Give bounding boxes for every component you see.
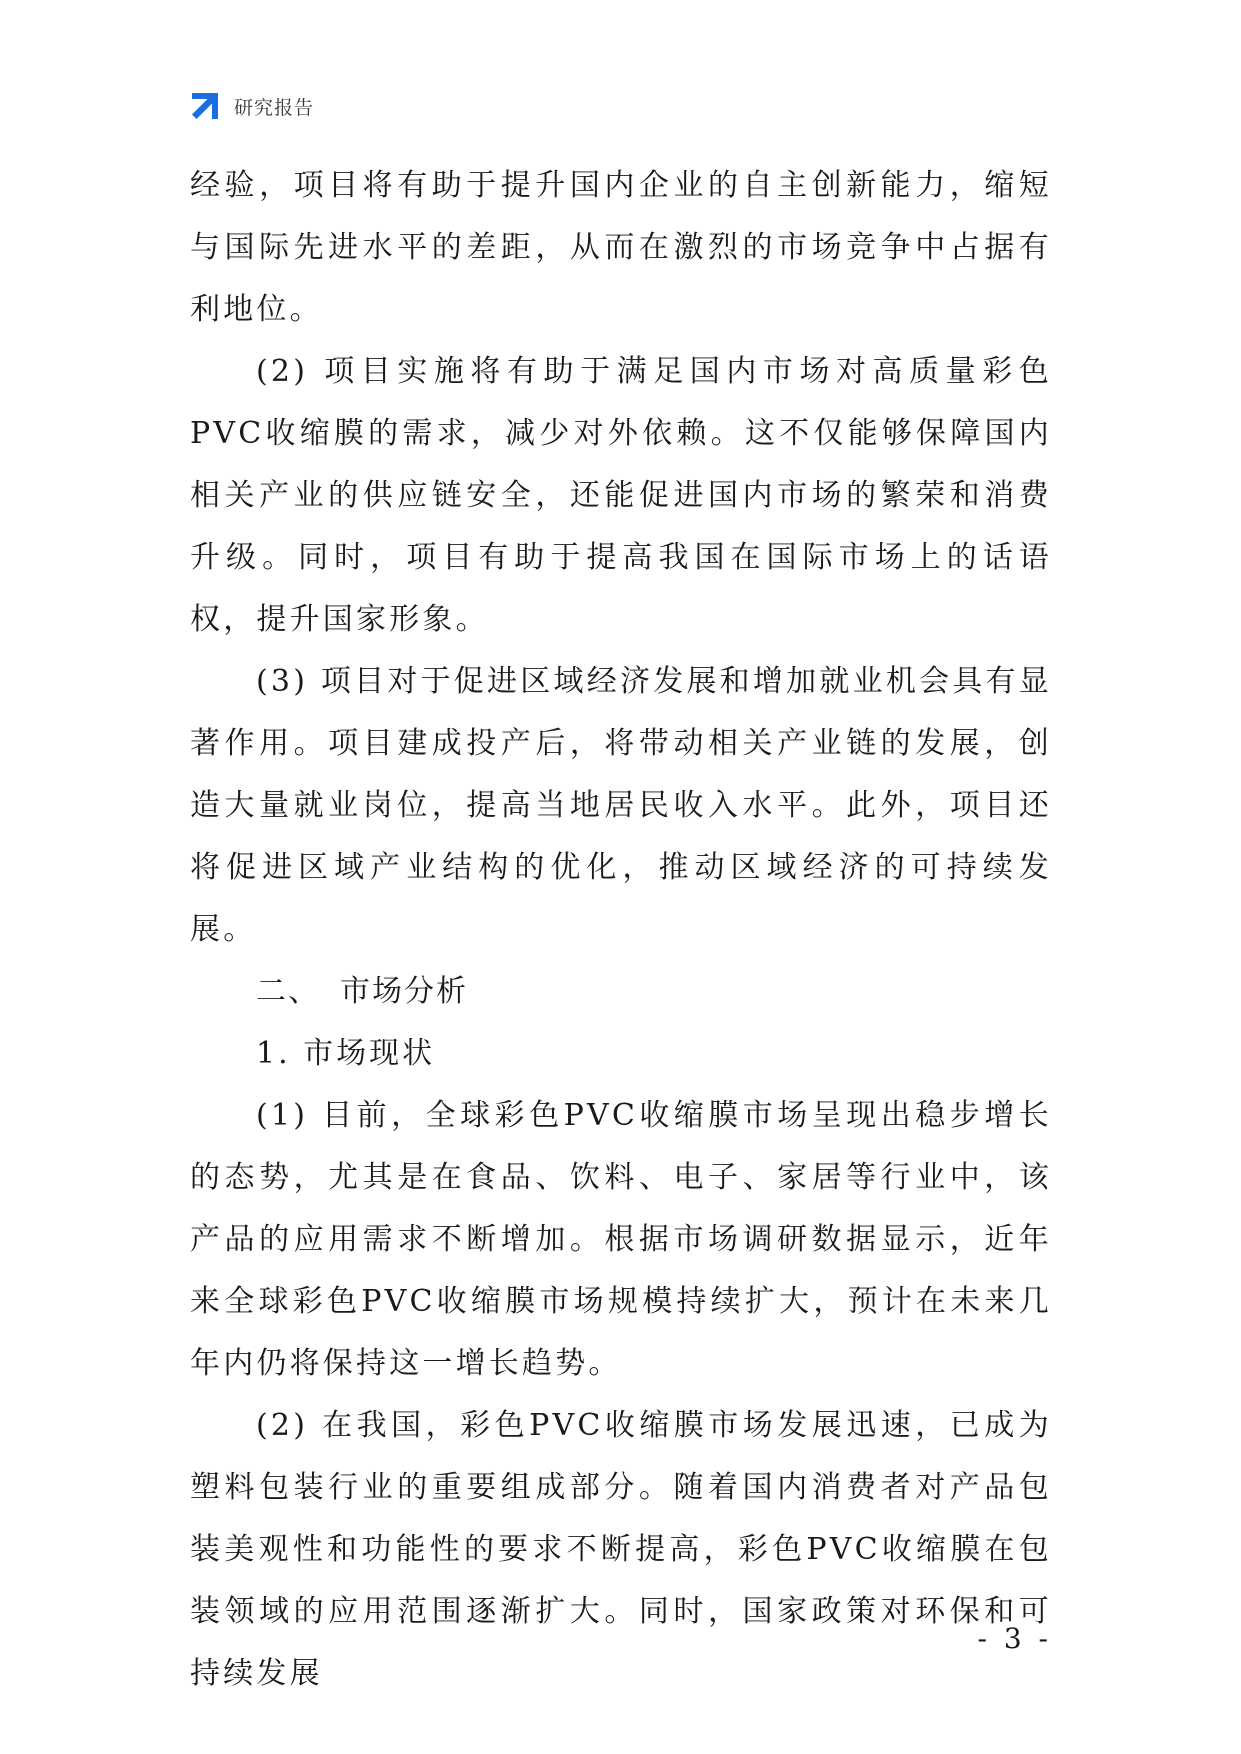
section-number: 二、 (256, 974, 320, 1009)
document-body (190, 155, 1052, 1705)
market-paragraph-1: (1) 目前，全球彩色PVC收缩膜市场呈现出稳步增长的态势，尤其是在食品、饮料、电子、家居等行业中，该产品的应用需求不断增加。根据市场调研数据显示，近年来全球彩色PVC收缩膜市场规模持续扩大，预计在未来几年内仍将保持这一增长趋势。 (190, 1098, 1052, 1381)
page-header (188, 88, 314, 124)
paragraph-item-2: (2) 项目实施将有助于满足国内市场对高质量彩色PVC收缩膜的需求，减少对外依赖。这不仅能够保障国内相关产业的供应链安全，还能促进国内市场的繁荣和消费升级。同时，项目有助于提高我国在国际市场上的话语权，提升国家形象。 (190, 354, 1052, 637)
paragraph-item-3: (3) 项目对于促进区域经济发展和增加就业机会具有显著作用。项目建成投产后，将带动相关产业链的发展，创造大量就业岗位，提高当地居民收入水平。此外，项目还将促进区域产业结构的优化，推动区域经济的可持续发展。 (190, 664, 1052, 947)
page-number: - 3 - (977, 1622, 1052, 1655)
report-label: 研究报告 (234, 96, 315, 119)
section-title: 市场分析 (340, 974, 468, 1009)
market-paragraph-2: (2) 在我国，彩色PVC收缩膜市场发展迅速，已成为塑料包装行业的重要组成部分。随着国内消费者对产品包装美观性和功能性的要求不断提高，彩色PVC收缩膜在包装领域的应用范围逐渐扩大。同时，国家政策对环保和可持续发展 (190, 1408, 1052, 1691)
arrow-up-right-icon (188, 89, 222, 123)
paragraph-continuation: 经验，项目将有助于提升国内企业的自主创新能力，缩短与国际先进水平的差距，从而在激烈的市场竞争中占据有利地位。 (190, 168, 1052, 327)
section-heading (190, 961, 1052, 1023)
subsection-heading: 1. 市场现状 (256, 1036, 436, 1071)
